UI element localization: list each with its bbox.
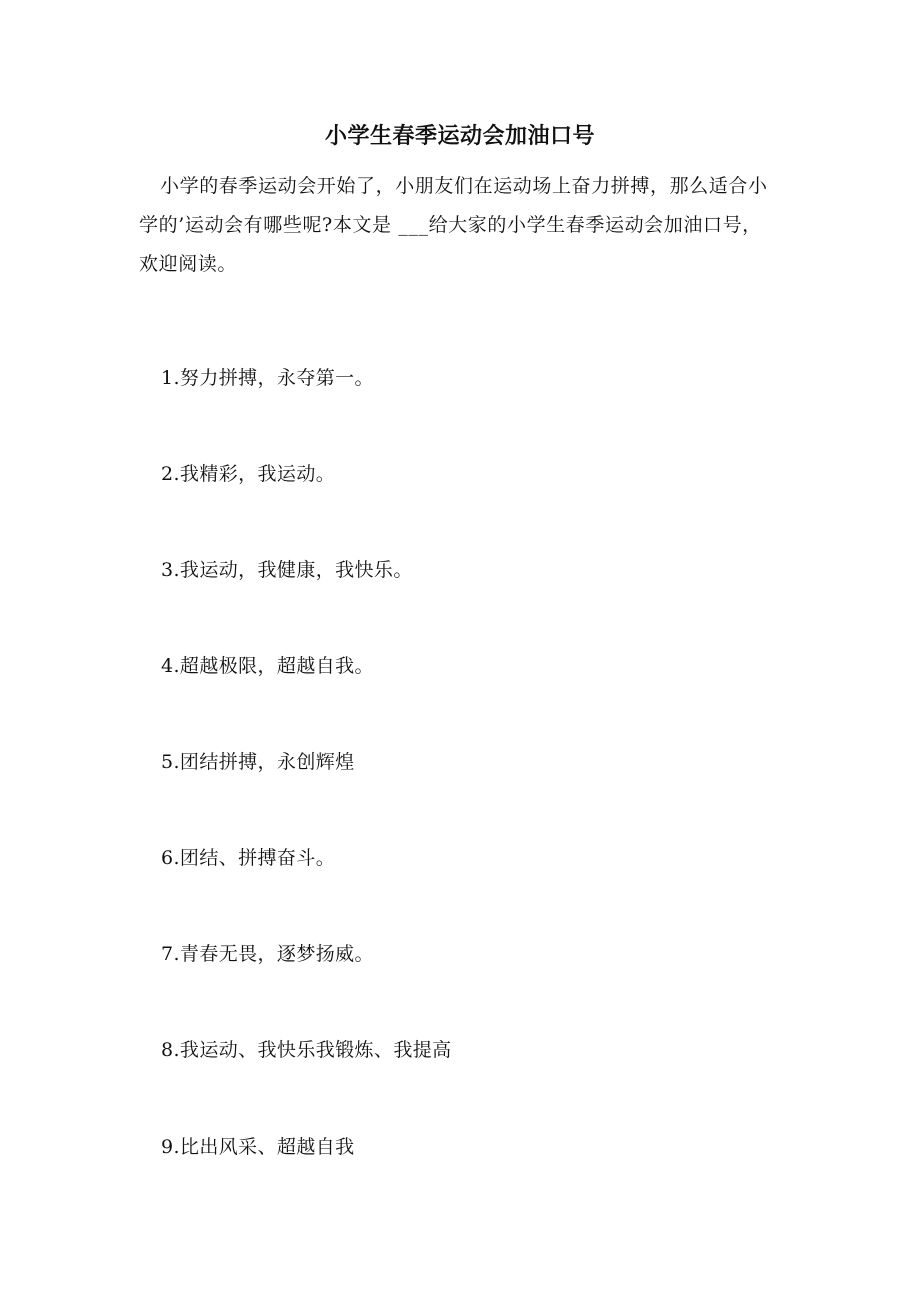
slogan-item: 2.我精彩，我运动。 bbox=[161, 463, 336, 485]
slogan-item: 1.努力拼搏，永夺第一。 bbox=[161, 367, 374, 389]
intro-paragraph: 小学的春季运动会开始了，小朋友们在运动场上奋力拼搏，那么适合小学的’运动会有哪些呢?本文是 ___给大家的小学生春季运动会加油口号，欢迎阅读。 bbox=[139, 175, 768, 275]
slogan-item: 7.青春无畏，逐梦扬威。 bbox=[161, 943, 374, 965]
slogan-item: 5.团结拼搏，永创辉煌 bbox=[161, 751, 355, 773]
slogan-item: 9.比出风采、超越自我 bbox=[161, 1136, 355, 1158]
slogan-item: 8.我运动、我快乐我锻炼、我提高 bbox=[161, 1039, 452, 1061]
slogan-item: 4.超越极限，超越自我。 bbox=[161, 655, 374, 677]
slogan-item: 6.团结、拼搏奋斗。 bbox=[161, 847, 336, 869]
slogan-item: 3.我运动，我健康，我快乐。 bbox=[161, 559, 413, 581]
document-title: 小学生春季运动会加油口号 bbox=[324, 123, 595, 149]
